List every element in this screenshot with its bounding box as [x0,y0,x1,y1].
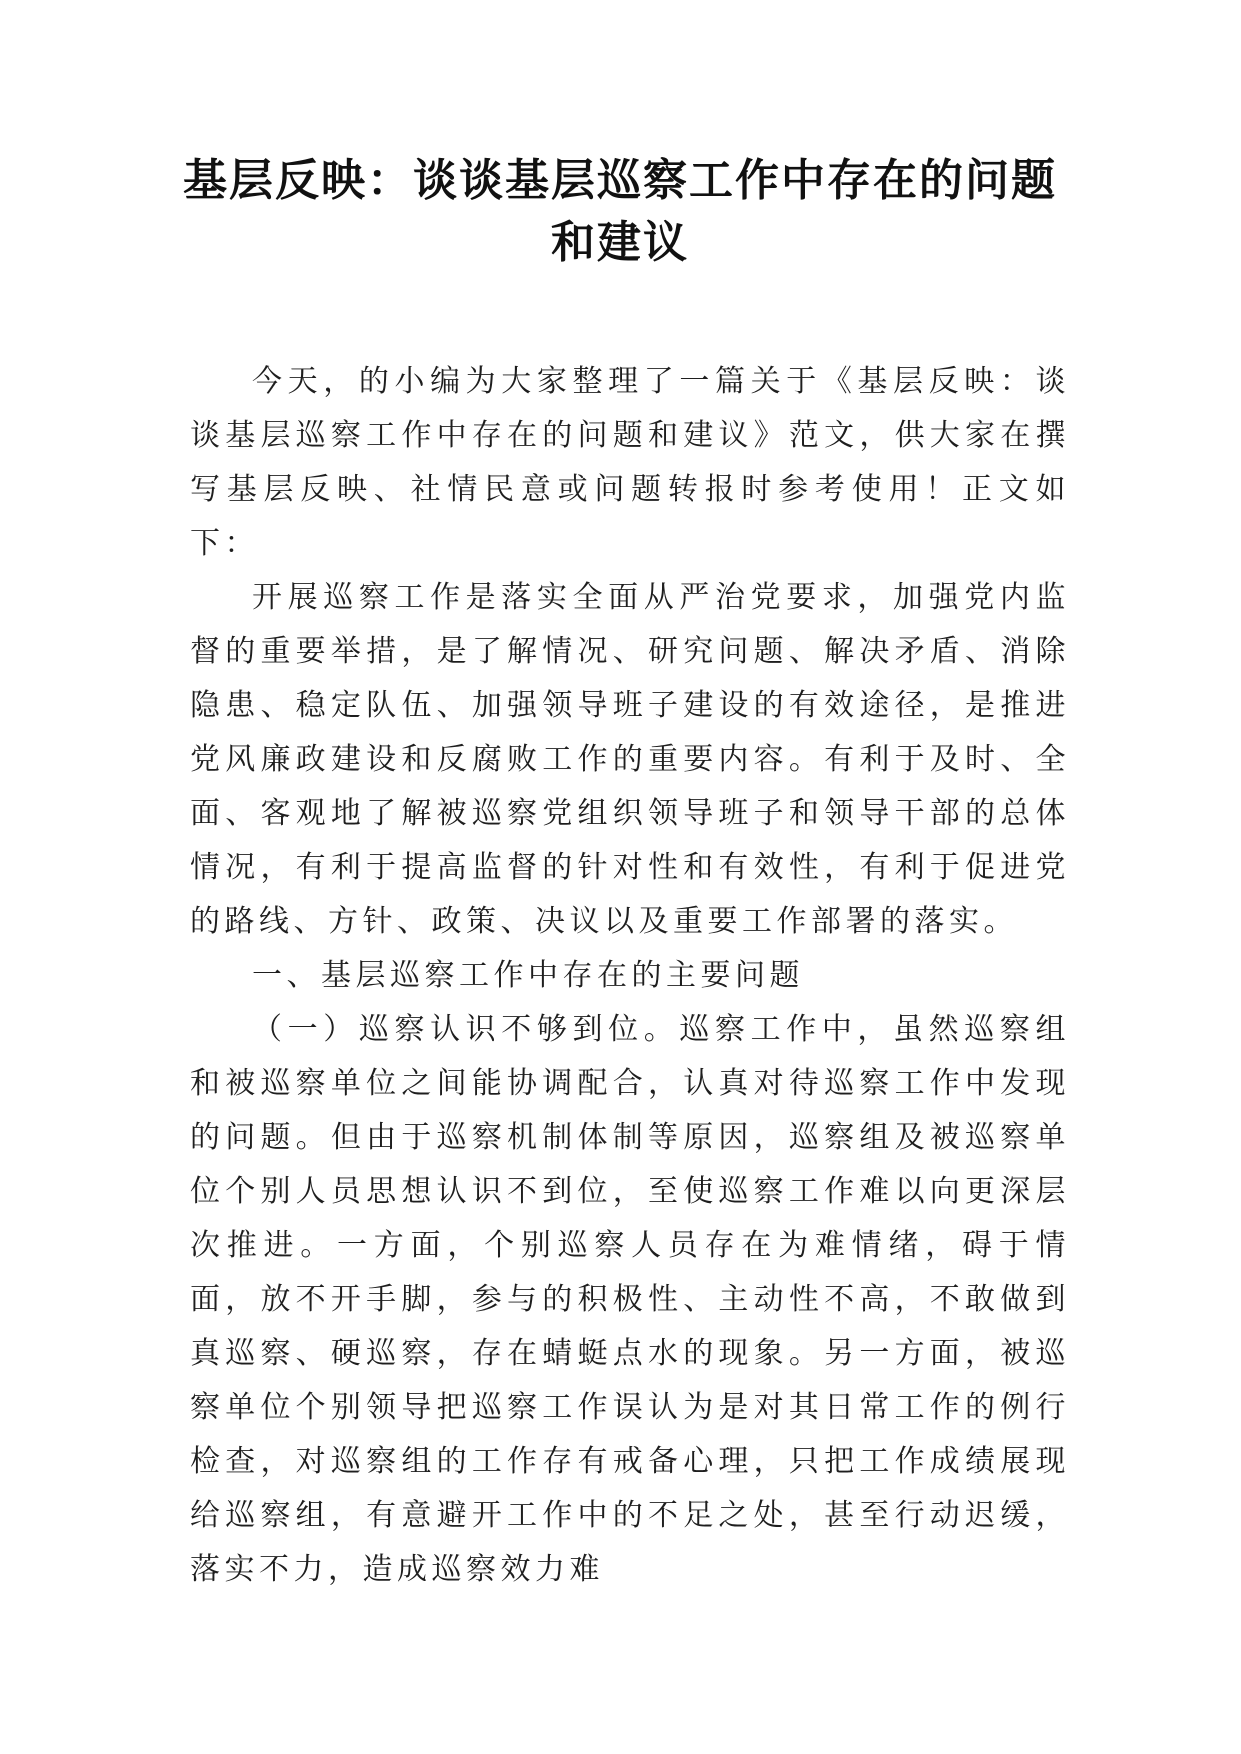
section-heading-1: 一、基层巡察工作中存在的主要问题 [252,958,804,993]
document-body [190,355,1070,1597]
title-line-2: 和建议 [551,217,689,268]
title-line-1: 基层反映：谈谈基层巡察工作中存在的问题 [183,155,1057,206]
document-title [150,150,1090,274]
intro-paragraph: 今天，的小编为大家整理了一篇关于《基层反映：谈谈基层巡察工作中存在的问题和建议》范文，供大家在撰写基层反映、社情民意或问题转报时参考使用！正文如下： [190,364,1070,561]
problem-paragraph-1: （一）巡察认识不够到位。巡察工作中，虽然巡察组和被巡察单位之间能协调配合，认真对待巡察工作中发现的问题。但由于巡察机制体制等原因，巡察组及被巡察单位个别人员思想认识不到位，至使巡察工作难以向更深层次推进。一方面，个别巡察人员存在为难情绪，碍于情面，放不开手脚，参与的积极性、主动性不高，不敢做到真巡察、硬巡察，存在蜻蜓点水的现象。另一方面，被巡察单位个别领导把巡察工作误认为是对其日常工作的例行检查，对巡察组的工作存有戒备心理，只把工作成绩展现给巡察组，有意避开工作中的不足之处，甚至行动迟缓，落实不力，造成巡察效力难 [190,1012,1070,1587]
background-paragraph: 开展巡察工作是落实全面从严治党要求，加强党内监督的重要举措，是了解情况、研究问题、解决矛盾、消除隐患、稳定队伍、加强领导班子建设的有效途径，是推进党风廉政建设和反腐败工作的重要内容。有利于及时、全面、客观地了解被巡察党组织领导班子和领导干部的总体情况，有利于提高监督的针对性和有效性，有利于促进党的路线、方针、政策、决议以及重要工作部署的落实。 [190,580,1070,939]
